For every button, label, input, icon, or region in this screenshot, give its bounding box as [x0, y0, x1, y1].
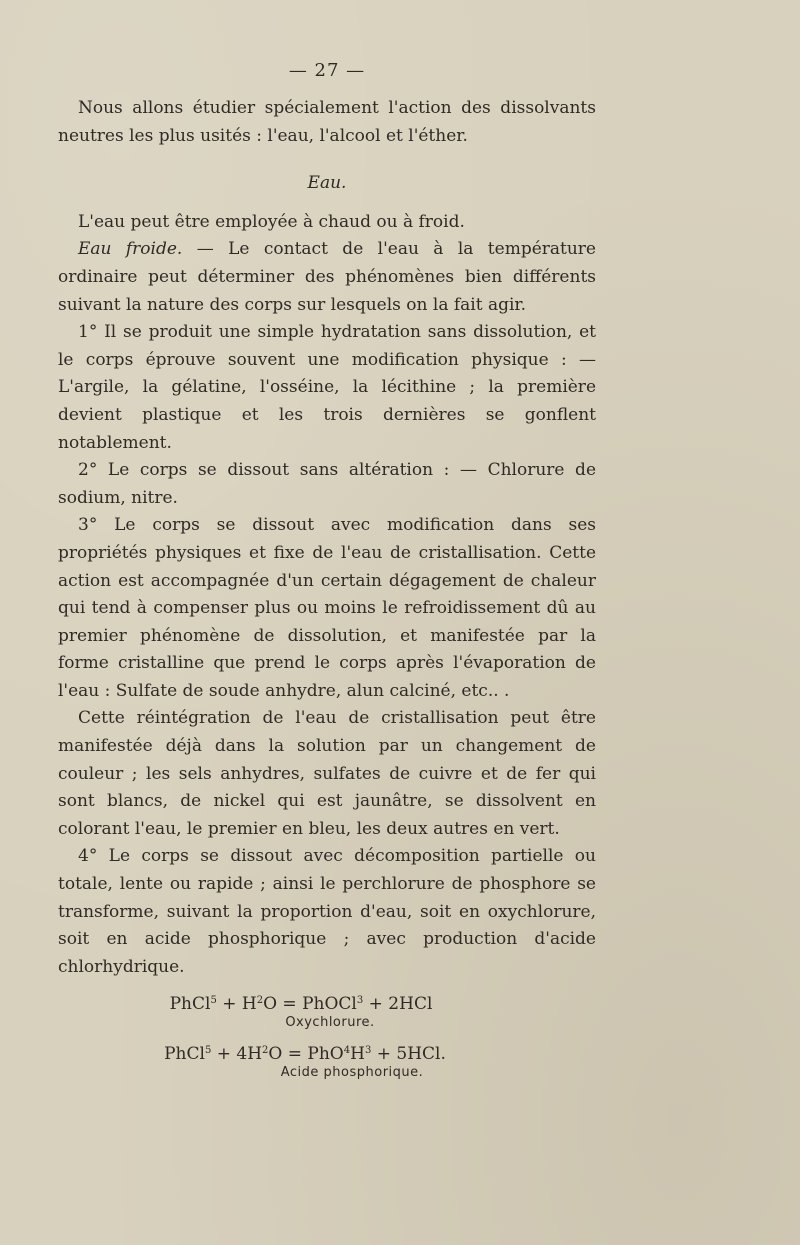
- item-3-paragraph: 3° Le corps se dissout avec modification dans ses propriétés physiques et fixe de l'eau de cristallisation. Cette action est accompagnée d'un certain dégagement de chaleur qui tend à compenser plus ou moins le refroidissement dû au premier phénomène de dissolution, et manifestée par la forme cristalline que prend le corps après l'évaporation de l'eau : Sulfate de soude anhydre, alun calciné, etc.. .: [58, 515, 596, 701]
- formula-phosphoric-acid-caption: Acide phosphorique.: [280, 1065, 424, 1081]
- cold-water-paragraph: [58, 236, 596, 319]
- formula-oxychloride: PhCl$^5$ + $H^2O$ = PhOCl$^3$ + 2HCl: [169, 994, 433, 1015]
- reintegration-paragraph: Cette réintégration de l'eau de cristallisation peut être manifestée déjà dans la solution par un changement de couleur ; les sels anhydres, sulfates de cuivre et de fer qui sont blancs, de nickel qui est jaunâtre, se dissolvent en colorant l'eau, le premier en bleu, les deux autres en vert.: [58, 708, 596, 839]
- hot-cold-paragraph: L'eau peut être employée à chaud ou à froid.: [78, 211, 465, 232]
- item-4-paragraph: 4° Le corps se dissout avec décomposition partielle ou totale, lente ou rapide ; ainsi le perchlorure de phosphore se transforme, suivant la proportion d'eau, soit en oxychlorure, soit en acide phosphorique ; avec production d'acide chlorhydrique.: [58, 846, 596, 977]
- cold-water-label: Eau froide.: [78, 239, 183, 260]
- section-heading: Eau.: [307, 173, 347, 194]
- formula-phosphoric-acid: PhCl$^5$ + $4H^2O = PhO^4H^3 + 5HCl$.: [164, 1044, 446, 1065]
- item-2-paragraph: 2° Le corps se dissout sans altération : — Chlorure de sodium, nitre.: [58, 460, 596, 508]
- formula-block: [58, 993, 596, 1081]
- cold-water-text: — Le contact de l'eau à la température ordinaire peut déterminer des phénomènes bien différents suivant la nature des corps sur lesquels on la fait agir.: [58, 239, 596, 315]
- formula-oxychloride-caption: Oxychlorure.: [285, 1015, 375, 1031]
- item-1-paragraph: 1° Il se produit une simple hydratation sans dissolution, et le corps éprouve souvent une modification physique : — L'argile, la gélatine, l'osséine, la lécithine ; la première devient plastique et les trois dernières se gonflent notablement.: [58, 322, 596, 453]
- intro-paragraph: Nous allons étudier spécialement l'action des dissolvants neutres les plus usités : l'eau, l'alcool et l'éther.: [58, 98, 596, 146]
- page-number: — 27 —: [288, 60, 366, 81]
- page: [58, 60, 596, 1093]
